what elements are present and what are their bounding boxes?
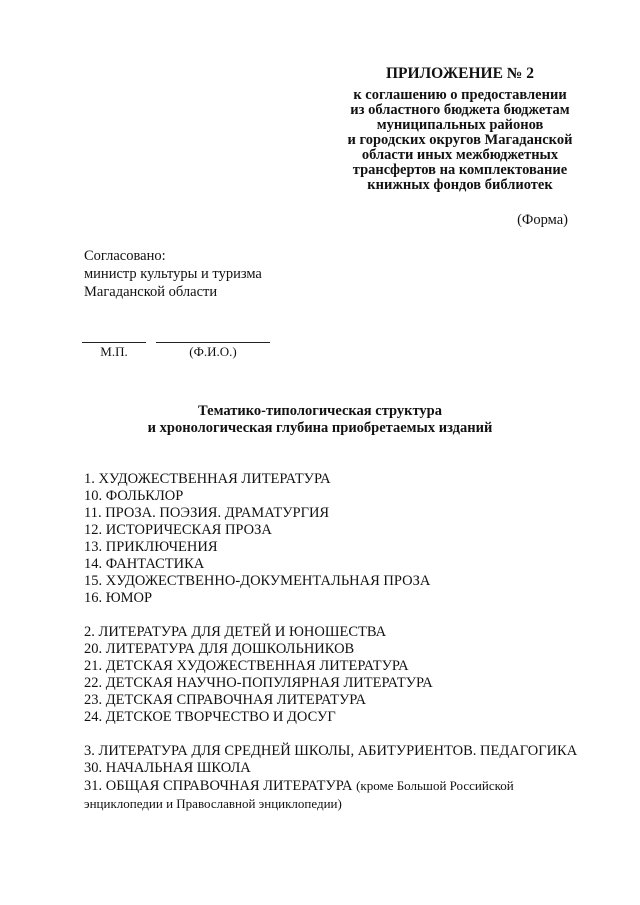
list-item: 3. ЛИТЕРАТУРА ДЛЯ СРЕДНЕЙ ШКОЛЫ, АБИТУРИЕНТОВ. ПЕДАГОГИКА: [84, 743, 578, 759]
list-item-main: 31. ОБЩАЯ СПРАВОЧНАЯ ЛИТЕРАТУРА: [84, 778, 353, 794]
list-item: 12. ИСТОРИЧЕСКАЯ ПРОЗА: [84, 522, 272, 538]
approval-line: министр культуры и туризма: [84, 266, 262, 282]
appendix-line: муниципальных районов: [376, 117, 544, 133]
appendix-line: трансфертов на комплектование: [352, 162, 568, 178]
list-item: 2. ЛИТЕРАТУРА ДЛЯ ДЕТЕЙ И ЮНОШЕСТВА: [84, 624, 387, 640]
heading-line: Тематико-типологическая структура: [198, 403, 442, 419]
name-signature-field: [156, 332, 270, 360]
appendix-line: и городских округов Магаданской: [347, 132, 573, 148]
approval-line: Согласовано:: [84, 248, 166, 264]
appendix-block: [330, 66, 590, 193]
list-item: 13. ПРИКЛЮЧЕНИЯ: [84, 539, 218, 555]
stamp-caption: М.П.: [100, 344, 128, 359]
name-line: [156, 332, 270, 343]
name-caption: (Ф.И.О.): [189, 344, 237, 359]
list-item: 16. ЮМОР: [84, 590, 153, 606]
appendix-line: области иных межбюджетных: [361, 147, 559, 163]
list-item: 21. ДЕТСКАЯ ХУДОЖЕСТВЕННАЯ ЛИТЕРАТУРА: [84, 658, 409, 674]
list-item: 10. ФОЛЬКЛОР: [84, 488, 184, 504]
category-group: [84, 624, 584, 726]
category-list: [84, 471, 584, 830]
category-group: [84, 471, 584, 607]
approval-line: Магаданской области: [84, 284, 218, 300]
category-group: [84, 743, 584, 813]
approval-block: [84, 247, 262, 301]
list-item: 22. ДЕТСКАЯ НАУЧНО-ПОПУЛЯРНАЯ ЛИТЕРАТУРА: [84, 675, 433, 691]
signature-line: [82, 332, 146, 343]
list-item: 20. ЛИТЕРАТУРА ДЛЯ ДОШКОЛЬНИКОВ: [84, 641, 355, 657]
appendix-number: ПРИЛОЖЕНИЕ № 2: [386, 65, 534, 82]
list-item-note: (кроме Большой Российской энциклопедии и Православной энциклопедии): [84, 778, 514, 811]
document-heading: [110, 403, 530, 437]
list-item: 30. НАЧАЛЬНАЯ ШКОЛА: [84, 760, 251, 776]
list-item: 15. ХУДОЖЕСТВЕННО-ДОКУМЕНТАЛЬНАЯ ПРОЗА: [84, 573, 431, 589]
list-item: 14. ФАНТАСТИКА: [84, 556, 205, 572]
appendix-line: из областного бюджета бюджетам: [350, 102, 570, 118]
list-item: 24. ДЕТСКОЕ ТВОРЧЕСТВО И ДОСУГ: [84, 709, 336, 725]
list-item: 1. ХУДОЖЕСТВЕННАЯ ЛИТЕРАТУРА: [84, 471, 331, 487]
appendix-line: к соглашению о предоставлении: [353, 87, 567, 103]
list-item: 11. ПРОЗА. ПОЭЗИЯ. ДРАМАТУРГИЯ: [84, 505, 330, 521]
list-item: [84, 777, 584, 813]
list-item: 23. ДЕТСКАЯ СПРАВОЧНАЯ ЛИТЕРАТУРА: [84, 692, 366, 708]
heading-line: и хронологическая глубина приобретаемых изданий: [147, 420, 493, 436]
appendix-line: книжных фондов библиотек: [367, 177, 553, 193]
stamp-signature-field: [82, 332, 146, 360]
form-label: (Форма): [517, 212, 568, 228]
